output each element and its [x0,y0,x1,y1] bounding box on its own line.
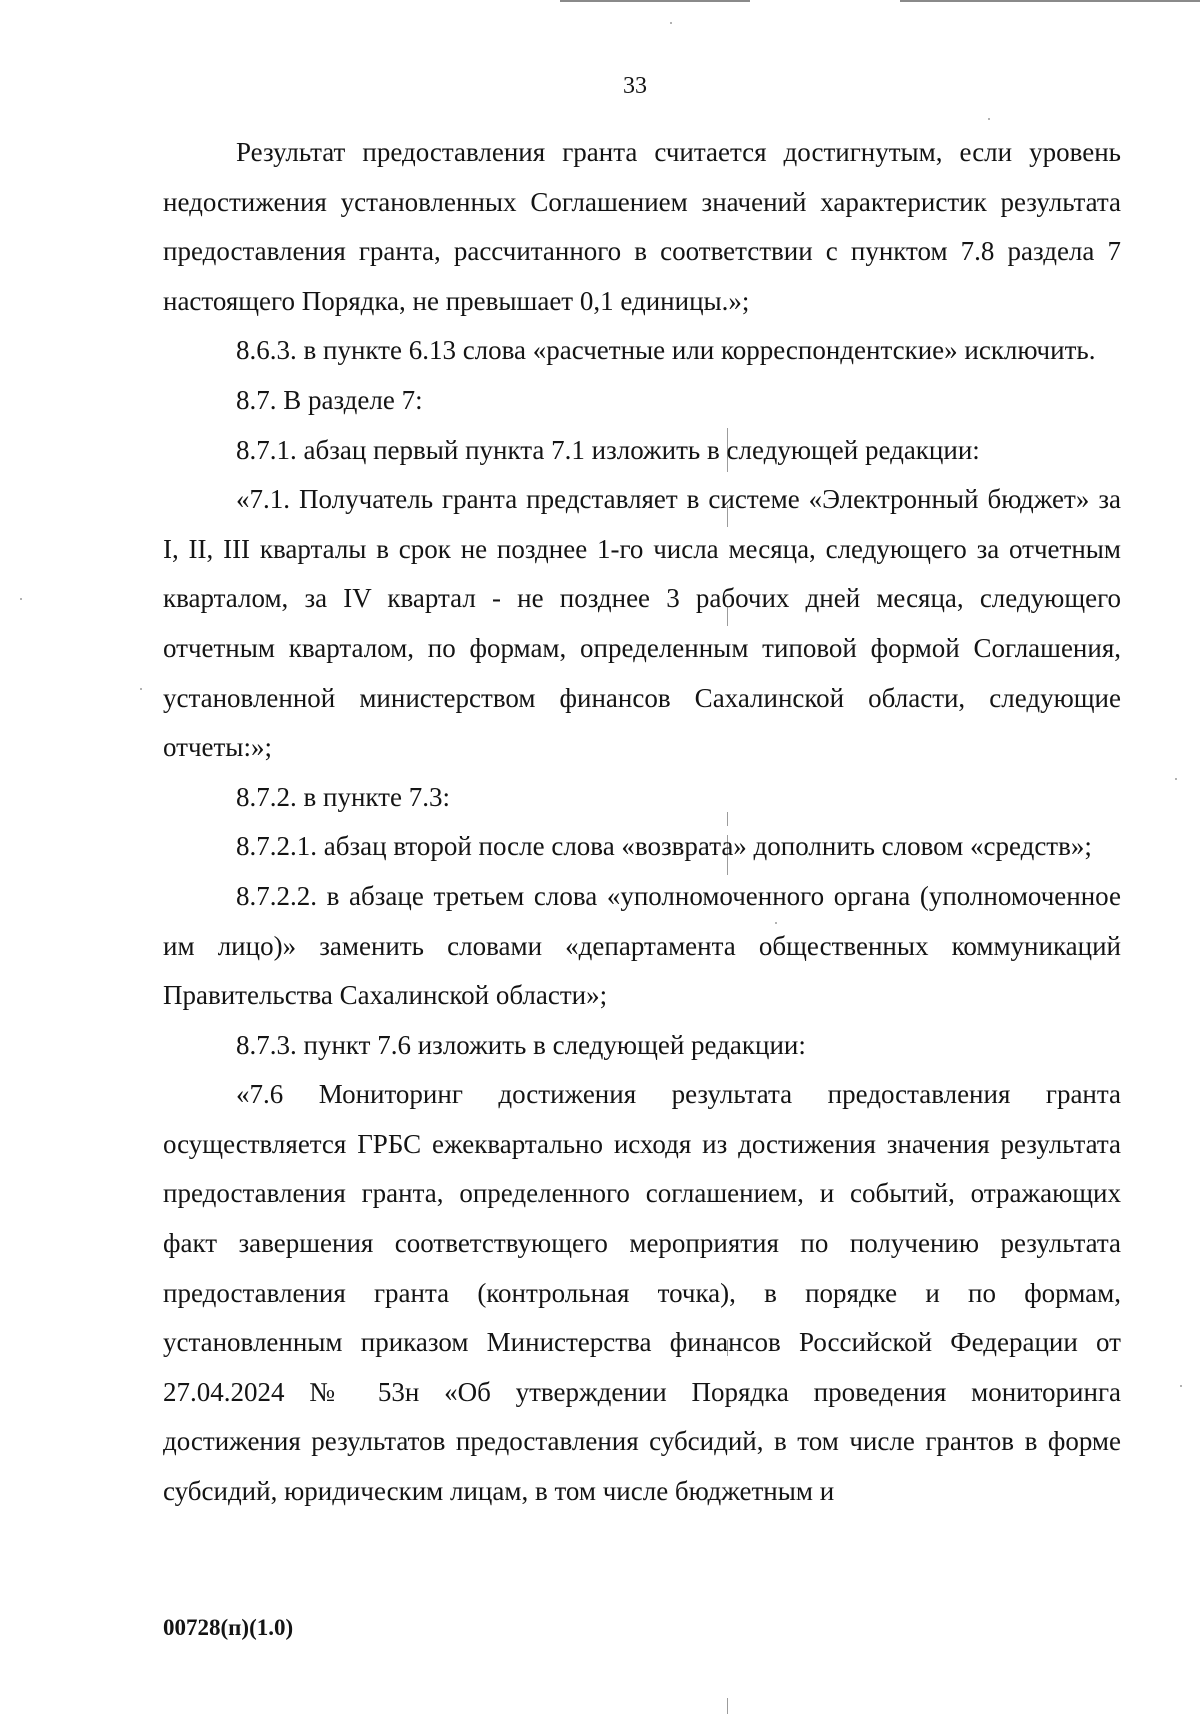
paragraph: 8.7.2. в пункте 7.3: [236,781,450,812]
scan-speck [140,688,142,690]
paragraph: 8.7.3. пункт 7.6 изложить в следующей редакции: [236,1029,806,1060]
document-body [163,128,1121,1517]
scan-edge-line [900,0,1200,2]
scan-speck [20,598,22,600]
paragraph: 8.7.1. абзац первый пункта 7.1 изложить в следующей редакции: [236,434,980,465]
scan-speck [670,22,672,24]
scan-speck [1180,1385,1182,1387]
paragraph: 8.7.2.1. абзац второй после слова «возврата» дополнить словом «средств»; [236,831,1092,862]
paragraph: «7.6 Мониторинг достижения результата предоставления гранта осуществляется ГРБС ежеквартально исходя из достижения значения результата предоставления гранта, определенного соглашением, и событий, отражающих факт завершения соответствующего мероприятия по получению результата предоставления гранта (контрольная точка), в порядке и по формам, установленным приказом Министерства финансов Российской Федерации от 27.04.2024 № 53н «Об утверждении Порядка проведения мониторинга достижения результатов предоставления субсидий, в том числе грантов в форме субсидий, юридическим лицам, в том числе бюджетным и [163,1079,1121,1507]
document-code: 00728(п)(1.0) [163,1615,294,1640]
paragraph: 8.7. В разделе 7: [236,384,423,415]
paragraph: 8.7.2.2. в абзаце третьем слова «уполномоченного органа (уполномоченное им лицо)» заменить словами «департамента общественных коммуникаций Правительства Сахалинской области»; [163,880,1121,1011]
scan-speck [988,118,990,120]
paragraph: Результат предоставления гранта считается достигнутым, если уровень недостижения установленных Соглашением значений характеристик результата предоставления гранта, рассчитанного в соответствии с пунктом 7.8 раздела 7 настоящего Порядка, не превышает 0,1 единицы.»; [163,137,1121,316]
fold-mark [727,1698,728,1714]
scan-speck [1175,778,1177,780]
page-number: 33 [623,73,647,99]
paragraph: 8.6.3. в пункте 6.13 слова «расчетные или корреспондентские» исключить. [236,335,1096,366]
paragraph: «7.1. Получатель гранта представляет в системе «Электронный бюджет» за I, II, III кварталы в срок не позднее 1-го числа месяца, следующего за отчетным кварталом, за IV квартал - не позднее 3 рабочих дней месяца, следующего отчетным кварталом, по формам, определенным типовой формой Соглашения, установленной министерством финансов Сахалинской области, следующие отчеты:»; [163,484,1121,763]
scan-edge-line [560,0,750,2]
